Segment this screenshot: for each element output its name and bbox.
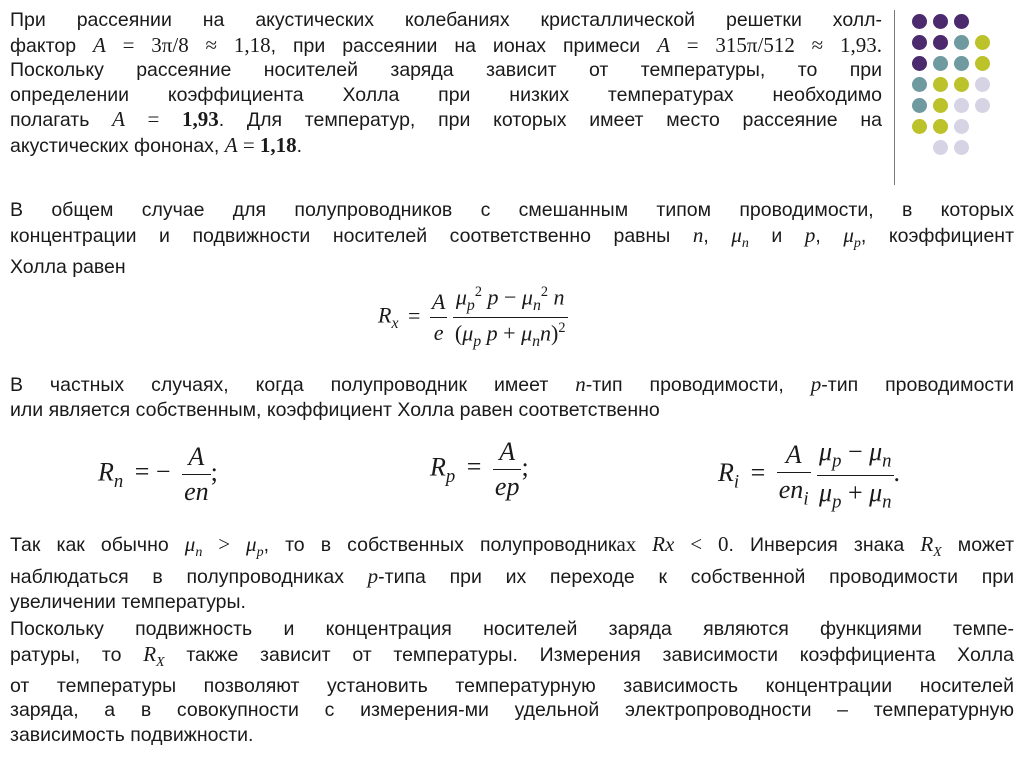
text-line: [10, 698, 1014, 723]
text-run: В общем случае для полупроводников с смешанным типом проводимости, в которых: [10, 199, 1014, 221]
text-run: X: [933, 543, 942, 560]
decorative-dot: [912, 98, 927, 113]
text-run: n: [195, 543, 203, 560]
text-run: X: [156, 653, 165, 670]
text-run: p: [853, 234, 861, 251]
decorative-dot: [933, 119, 948, 134]
text-line: [10, 372, 1014, 398]
text-line: [10, 564, 1014, 590]
text-run: , коэффициент: [860, 224, 1014, 247]
text-run: Rx: [652, 532, 675, 556]
text-line: [10, 642, 1014, 674]
text-run: Холла равен: [10, 255, 126, 278]
text-run: = 3π/8 ≈ 1,18: [105, 32, 271, 57]
decorative-dot: [975, 56, 990, 71]
decorative-dot: [954, 77, 969, 92]
formula-hall-coefficient-p-type: $R_p$ = $\frac{A}{ep}$ ;: [430, 437, 529, 501]
text-run: =: [124, 107, 182, 131]
text-run: зависимость подвижности.: [10, 723, 254, 746]
text-run: < 0: [674, 532, 729, 556]
text-run: R: [143, 641, 157, 666]
text-run: p: [804, 222, 816, 247]
text-run: p: [256, 543, 264, 560]
text-line: [10, 674, 1014, 699]
formula-hall-coefficient-n-type: $R_n$ = − $\frac{A}{en}$ ;: [98, 442, 218, 506]
text-run: полагать: [10, 109, 113, 131]
paragraph-special-cases: [10, 372, 1014, 422]
text-run: -тип проводимости,: [585, 374, 811, 396]
text-run: фактор: [10, 34, 94, 57]
text-line: [10, 723, 1014, 748]
text-run: ратуры, то: [10, 643, 144, 666]
decorative-dot: [912, 35, 927, 50]
text-run: , при рассеянии на ионах примеси: [270, 34, 658, 57]
text-run: также зависит от температуры. Измерения зависимости коэффициента Холла: [164, 643, 1014, 666]
text-run: -типа при их переходе к собственной проводимости при: [378, 566, 1015, 589]
text-run: может: [941, 534, 1015, 556]
decorative-dot: [954, 35, 969, 50]
text-run: n: [575, 372, 586, 396]
text-run: n: [692, 222, 704, 247]
text-run: μ: [731, 222, 742, 247]
text-run: увеличении температуры.: [10, 590, 246, 613]
decorative-dot: [954, 14, 969, 29]
text-run: . Для температур, при которых имеет место рассеяние на: [218, 109, 882, 131]
text-line: [10, 590, 1014, 615]
decorative-dot: [975, 77, 990, 92]
text-run: и: [748, 224, 805, 247]
text-run: 1,18: [259, 132, 297, 157]
decorative-dot: [912, 119, 927, 134]
text-line: [10, 532, 1014, 564]
text-run: =: [237, 132, 260, 157]
text-line: [10, 617, 1014, 642]
decorative-dot: [954, 119, 969, 134]
decorative-dot: [954, 98, 969, 113]
text-run: p: [367, 564, 379, 589]
text-run: концентрации и подвижности носителей соответственно равны: [10, 224, 693, 247]
formula-hall-coefficient-mixed: $R_x$ = $\frac{A}{e}$ $\frac{\mu_p^2 p - \mu_n^2 n}{(\mu_p p + \mu_nn)^2}$: [378, 284, 566, 351]
decorative-dot: [912, 77, 927, 92]
decorative-dot: [933, 98, 948, 113]
decorative-dot: [912, 56, 927, 71]
text-run: p: [810, 372, 822, 396]
paragraph-temperature-dependence: [10, 617, 1014, 747]
text-run: A: [112, 107, 125, 131]
text-run: Поскольку подвижность и концентрация носителей заряда являются функциями темпе-: [10, 618, 1014, 640]
text-run: Поскольку рассеяние носителей заряда зависит от температуры, то при: [10, 59, 882, 81]
text-run: A: [93, 32, 106, 57]
paragraph-intrinsic-sign: [10, 532, 1014, 614]
text-run: A: [224, 132, 238, 157]
text-run: .: [296, 134, 303, 157]
text-run: n: [741, 234, 749, 251]
decorative-divider: [894, 10, 895, 185]
decorative-dot: [933, 56, 948, 71]
text-line: [10, 133, 882, 159]
text-run: определении коэффициента Холла при низких температурах необходимо: [10, 83, 882, 106]
text-run: акустических фононах,: [10, 134, 225, 157]
text-run: , то в собственных полупроводник: [263, 534, 617, 556]
decorative-dot: [933, 14, 948, 29]
decorative-dot: [933, 140, 948, 155]
text-run: или является собственным, коэффициент Холла равен соответственно: [10, 398, 660, 421]
decorative-dot-grid: [912, 14, 1012, 164]
text-line: [10, 398, 1014, 423]
decorative-dot: [912, 14, 927, 29]
text-line: [10, 58, 882, 83]
paragraph-hall-factor: [10, 8, 882, 158]
text-run: При рассеянии на акустических колебаниях кристаллической решетки холл-: [10, 9, 882, 31]
text-line: [10, 107, 882, 133]
text-run: ах: [616, 532, 653, 556]
text-run: заряда, а в совокупности с измерения-ми удельной электропроводности – температурную: [10, 699, 1014, 722]
paragraph-mixed-conductivity: [10, 198, 1014, 279]
text-run: 1,93: [181, 107, 219, 131]
text-run: R: [920, 532, 934, 556]
decorative-dot: [933, 77, 948, 92]
text-line: [10, 83, 882, 108]
text-run: В частных случаях, когда полупроводник имеет: [10, 374, 576, 396]
text-run: наблюдаться в полупроводниках: [10, 566, 368, 589]
decorative-dot: [933, 35, 948, 50]
text-line: [10, 255, 1014, 280]
text-run: ,: [703, 224, 732, 247]
text-run: = 315π/512 ≈ 1,93.: [669, 32, 882, 57]
text-run: μ: [843, 222, 854, 247]
text-line: [10, 223, 1014, 255]
text-run: μ: [184, 532, 196, 556]
decorative-dot: [975, 98, 990, 113]
text-line: [10, 33, 882, 59]
text-line: [10, 198, 1014, 223]
text-run: от температуры позволяют установить температурную зависимость концентрации носителей: [10, 674, 1014, 697]
text-run: Так как обычно: [10, 534, 185, 556]
text-run: μ: [246, 532, 257, 556]
decorative-dot: [954, 56, 969, 71]
decorative-dot: [975, 35, 990, 50]
text-run: -тип проводимости: [821, 374, 1014, 396]
text-run: >: [202, 532, 247, 556]
formula-hall-coefficient-intrinsic: $R_i$ = $\frac{A}{en_i}$ $\frac{\mu_p - \mu_n}{\mu_p + \mu_n}$ .: [718, 437, 901, 513]
text-run: ,: [815, 224, 844, 247]
text-line: [10, 8, 882, 33]
text-run: . Инверсия знака: [728, 534, 921, 556]
decorative-dot: [954, 140, 969, 155]
text-run: A: [657, 32, 670, 57]
